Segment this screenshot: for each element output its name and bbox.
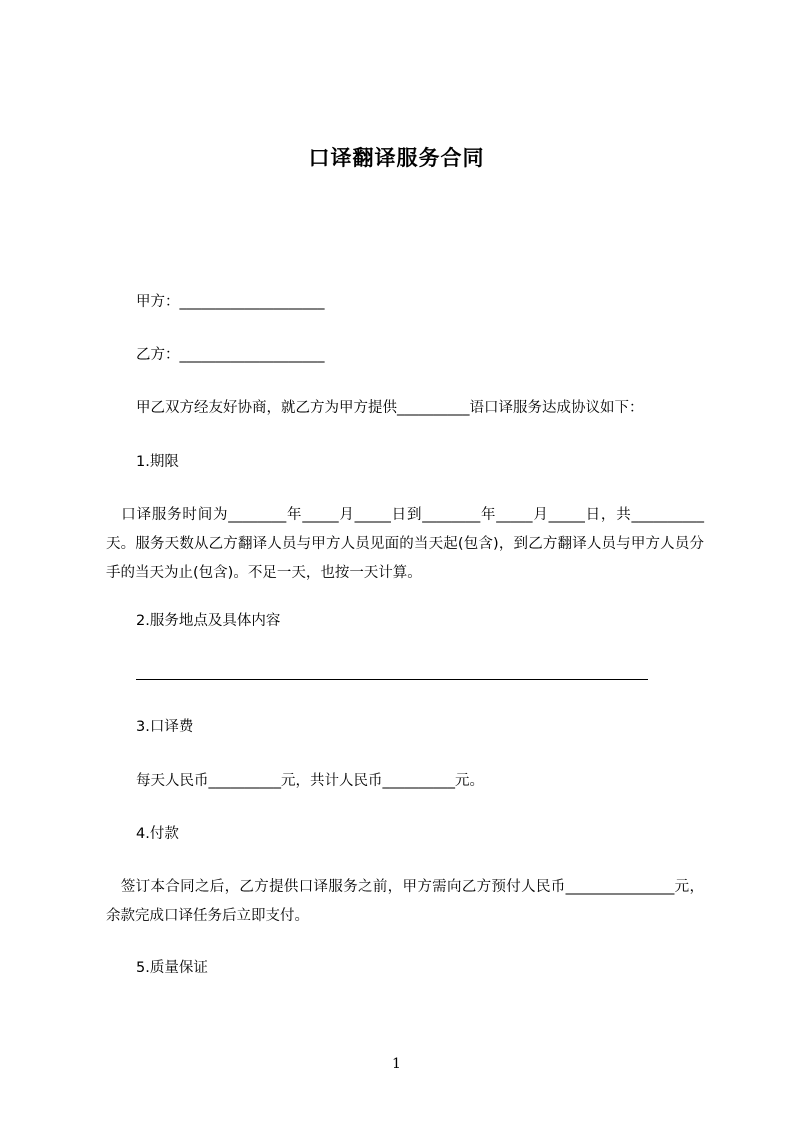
section-3-heading: 3.口译费 — [136, 719, 194, 735]
section-2-fill-line — [136, 679, 648, 680]
section-4-heading: 4.付款 — [136, 826, 179, 842]
section-1-heading: 1.期限 — [136, 454, 179, 470]
section-2-heading: 2.服务地点及具体内容 — [136, 613, 281, 629]
section-5-heading: 5.质量保证 — [136, 960, 208, 976]
section-3-body: 每天人民币__________元，共计人民币__________元。 — [136, 773, 484, 789]
section-4-body: 签订本合同之后，乙方提供口译服务之前，甲方需向乙方预付人民币_______________元，余款完成口译任务后立即支付。 — [106, 879, 704, 924]
intro-paragraph: 甲乙双方经友好协商，就乙方为甲方提供__________语口译服务达成协议如下： — [136, 400, 644, 416]
section-1-body: 口译服务时间为________年_____月_____日到________年_____月_____日，共__________天。服务天数从乙方翻译人员与甲方人员见面的当天起(包含)，到乙方翻译人员与甲方人员分手的当天为止(包含)。不足一天，也按一天计算。 — [106, 507, 704, 581]
party-b-line: 乙方：____________________ — [136, 347, 325, 363]
document-title: 口译翻译服务合同 — [308, 146, 485, 170]
party-a-line: 甲方：____________________ — [136, 294, 325, 310]
page-number: 1 — [392, 1056, 401, 1072]
